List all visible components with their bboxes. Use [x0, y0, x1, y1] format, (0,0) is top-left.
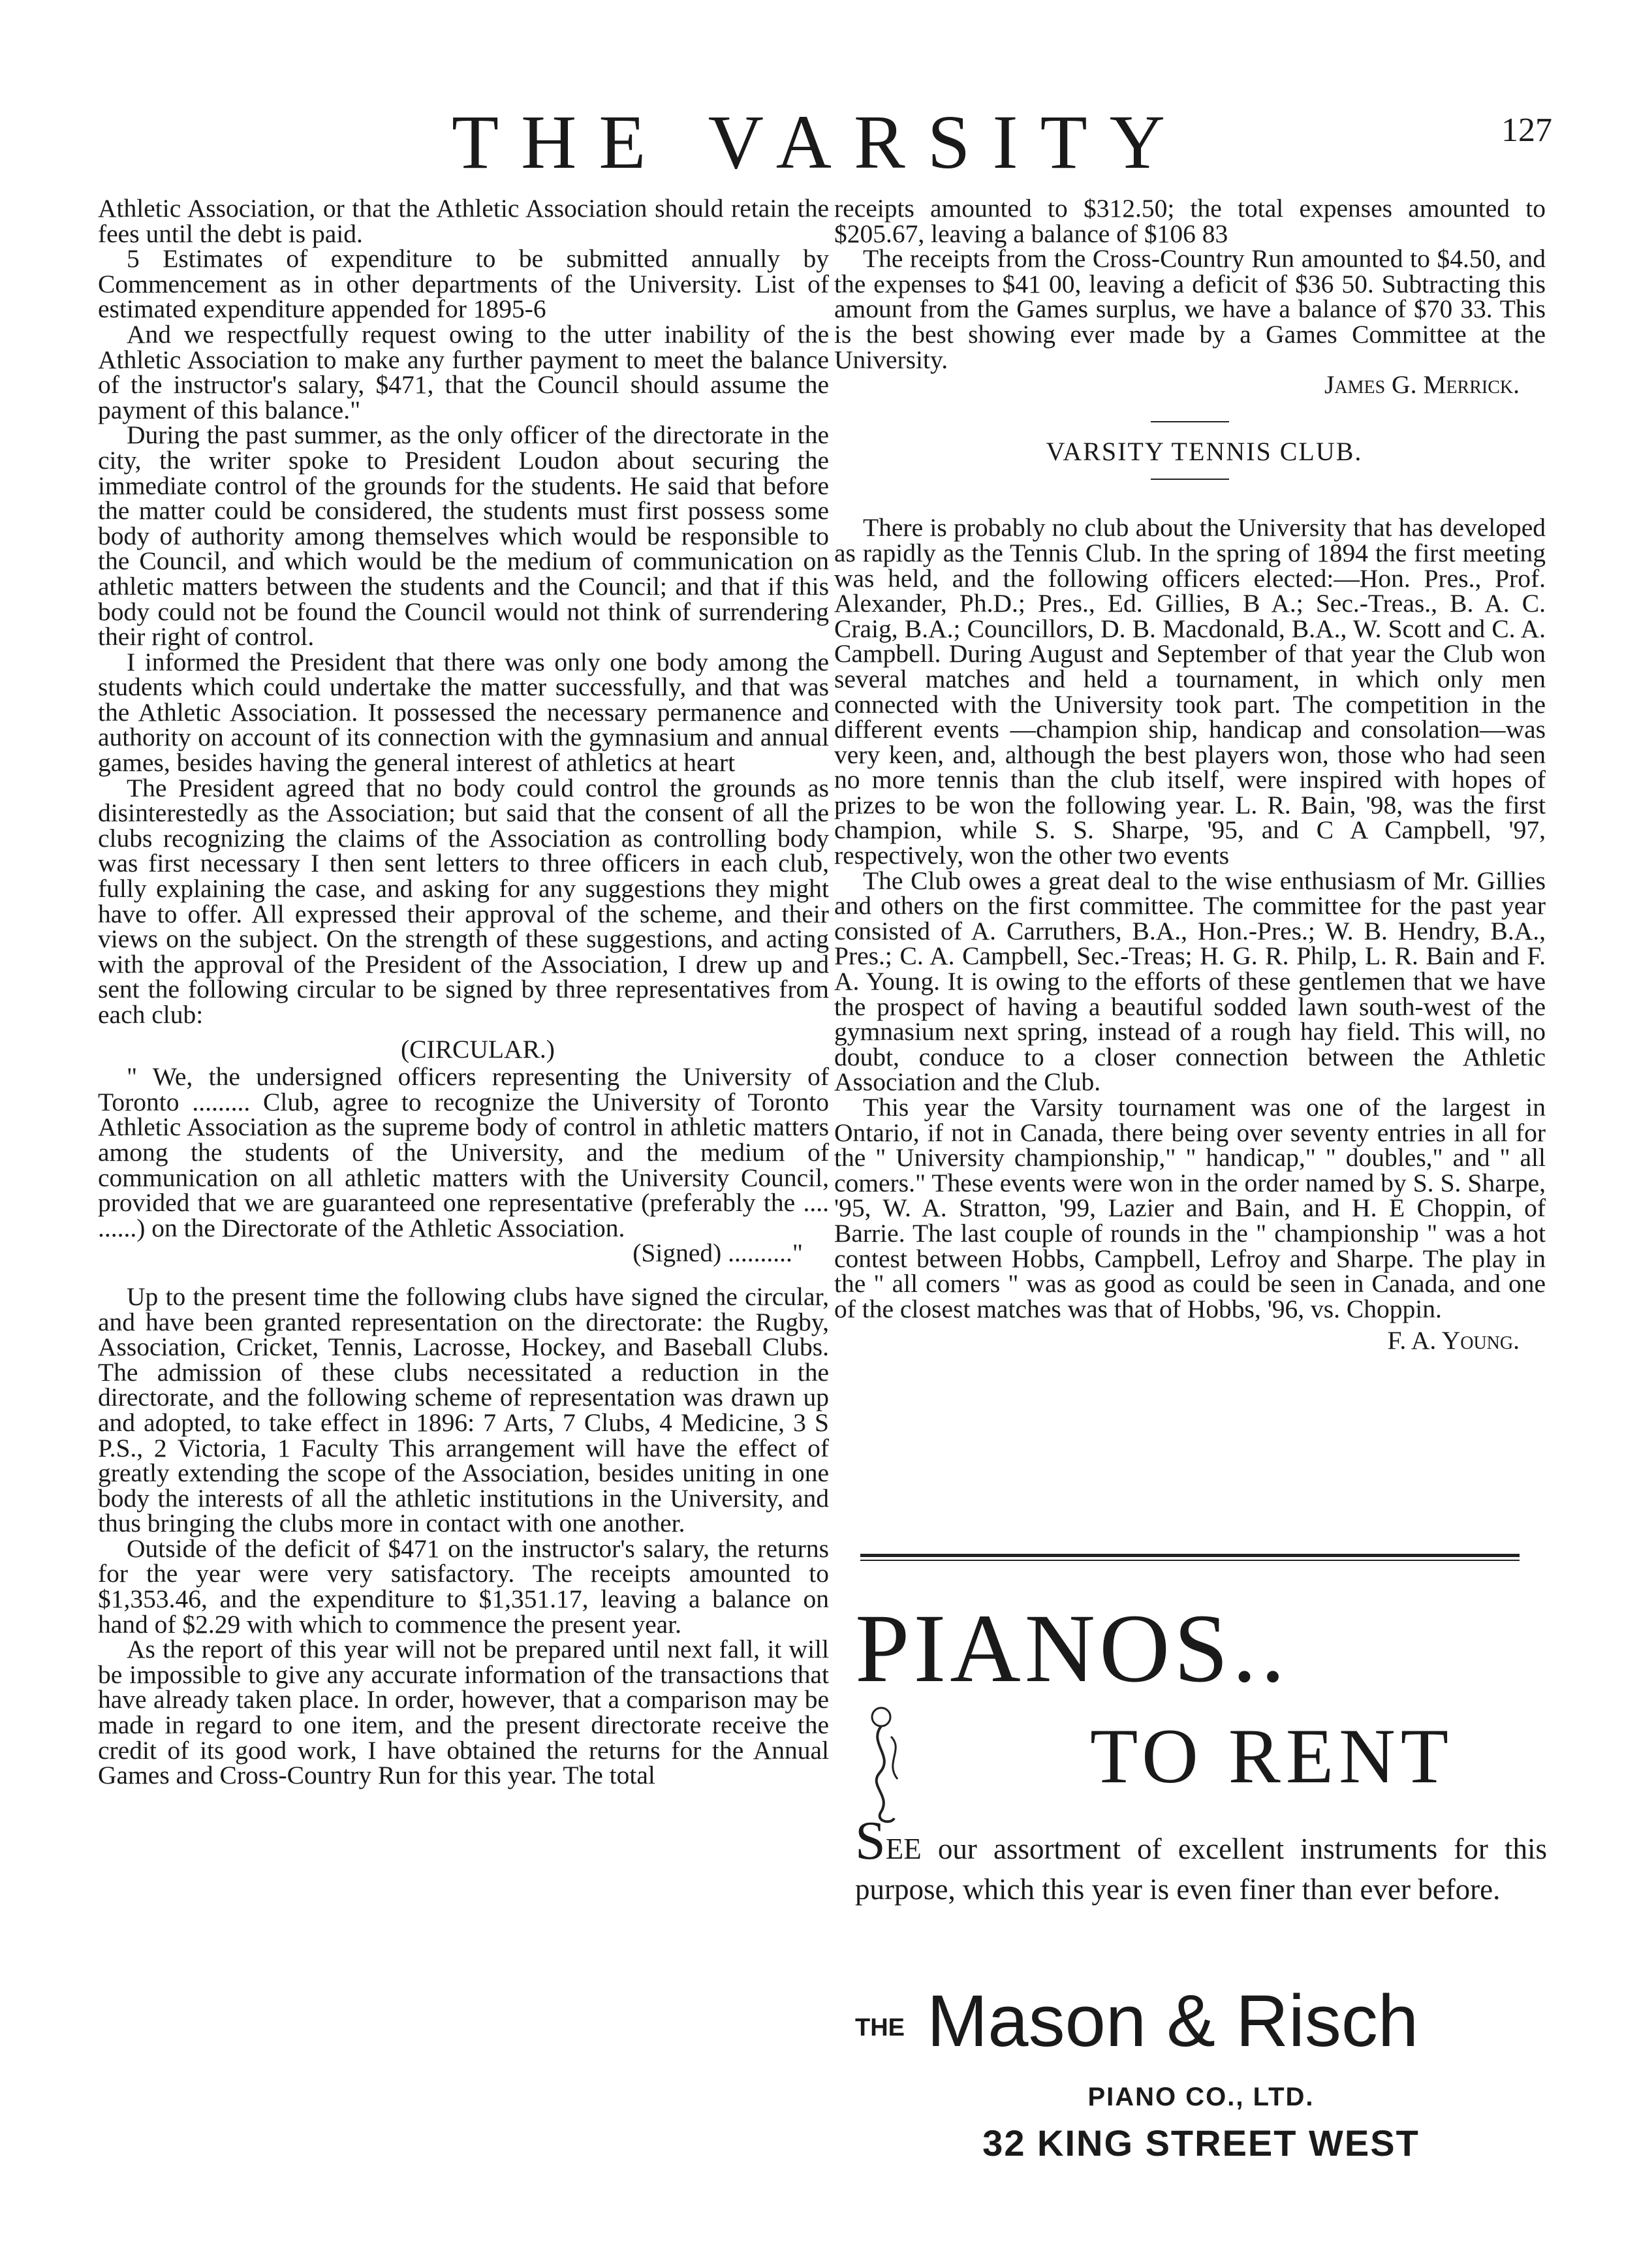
divider: [1151, 421, 1229, 422]
circular-heading: (CIRCULAR.): [401, 1034, 555, 1063]
ad-top-rule: [860, 1554, 1520, 1557]
paragraph: 5 Estimates of expenditure to be submitted annually by Commencement as in other departments of the University. List of estimated expenditure appended for 1895-6: [98, 244, 829, 324]
signature-young: F. A. Young.: [1387, 1326, 1520, 1355]
paragraph: Athletic Association, or that the Athletic Association should retain the fees until the debt is paid.: [98, 194, 829, 248]
ad-body: [855, 1810, 1547, 1910]
paragraph: Outside of the deficit of $471 on the instructor's salary, the returns for the year were very satisfactory. The receipts amounted to $1,353.46, and the expenditure to $1,351.17, leaving a balance on hand of $2.29 with which to commence the present year.: [98, 1534, 829, 1639]
page-number: 127: [1501, 112, 1552, 149]
piano-advertisement: [855, 1580, 1547, 2164]
ad-headline-pianos: PIANOS..: [855, 1594, 1289, 1703]
signature-merrick: James G. Merrick.: [1324, 370, 1520, 400]
ornament-flourish-icon: [855, 1697, 914, 1828]
ad-body-text: EE our assortment of excellent instruments for this purpose, which this year is even finer than ever before.: [855, 1833, 1547, 1906]
paragraph: receipts amounted to $312.50; the total expenses amounted to $205.67, leaving a balance of $106 83: [834, 194, 1546, 248]
left-column: [98, 196, 829, 1788]
paragraph: This year the Varsity tournament was one of the largest in Ontario, if not in Canada, there being over seventy entries in all for the " University championship," " handicap," " doubles," and " all comers." These events were won in the order named by S. S. Sharpe, '95, W. A. Stratton, '99, Lazier and Bain, and H. E Choppin, of Barrie. The last couple of rounds in the " championship " was a hot contest between Hobbs, Campbell, Lefroy and Sharpe. The play in the " all comers " was as good as could be seen in Canada, and one of the closest matches was that of Hobbs, '96, vs. Choppin.: [834, 1093, 1546, 1323]
circular-signed: (Signed) ..........": [632, 1238, 803, 1268]
ad-top-rule-thin: [860, 1560, 1520, 1561]
paragraph: As the report of this year will not be prepared until next fall, it will be impossible to give any accurate information of the transactions that have already taken place. In order, however, that a comparison may be made in regard to one item, and the present directorate receive the credit of its good work, I have obtained the returns for the Annual Games and Cross-Country Run for this year. The total: [98, 1635, 829, 1790]
paragraph: There is probably no club about the University that has developed as rapidly as the Tennis Club. In the spring of 1894 the first meeting was held, and the following officers elected:—Hon. Pres., Prof. Alexander, Ph.D.; Pres., Ed. Gillies, B A.; Sec.-Treas., B. A. C. Craig, B.A.; Councillors, D. B. Macdonald, B.A., W. Scott and C. A. Campbell. During August and September of that year the Club won several matches and held a tournament, in which only men connected with the University took part. The competition in the different events —champion ship, handicap and consolation—was very keen, and, although the best players won, those who had seen no more tennis than the club itself, were inspired with hopes of prizes to be won the following year. L. R. Bain, '98, was the first champion, while S. S. Sharpe, '95, and C A Campbell, '97, respectively, won the other two events: [834, 513, 1546, 870]
ad-address: 32 KING STREET WEST: [982, 2122, 1420, 2164]
section-title: VARSITY TENNIS CLUB.: [1046, 436, 1363, 466]
paragraph: The Club owes a great deal to the wise enthusiasm of Mr. Gillies and others on the first committee. The committee for the past year consisted of A. Carruthers, B.A., Hon.-Pres.; W. B. Hendry, B.A., Pres.; C. A. Campbell, Sec.-Treas; H. G. R. Philp, L. R. Bain and F. A. Young. It is owing to the efforts of these gentlemen that we have the prospect of having a beautiful sodded lawn south-west of the gymnasium next spring, instead of a rough hay field. This will, no doubt, conduce to a closer connection between the Athletic Association and the Club.: [834, 866, 1546, 1097]
ad-headline-to-rent: TO RENT: [1090, 1712, 1454, 1799]
ad-company: PIANO CO., LTD.: [1087, 2083, 1315, 2111]
divider: [1151, 479, 1229, 480]
paragraph: And we respectfully request owing to the utter inability of the Athletic Association to make any further payment to meet the balance of the instructor's salary, $471, that the Council should assume the payment of this balance.": [98, 319, 829, 424]
paragraph: I informed the President that there was only one body among the students which could undertake the matter successfully, and that was the Athletic Association. It possessed the necessary permanence and authority on account of its connection with the gymnasium and annual games, besides having the general interest of athletics at heart: [98, 647, 829, 778]
paragraph: The President agreed that no body could control the grounds as disinterestedly as the Association; but said that the consent of all the clubs recognizing the claims of the Association as controlling body was first necessary I then sent letters to three officers in each club, fully explaining the case, and asking for any suggestions they might have to offer. All expressed their approval of the scheme, and their views on the subject. On the strength of these suggestions, and acting with the approval of the President of the Association, I drew up and sent the following circular to be signed by three representatives from each club:: [98, 773, 829, 1029]
ad-drop-cap: S: [855, 1810, 886, 1871]
ad-brand-name: Mason & Risch: [927, 1980, 1419, 2062]
circular-text: " We, the undersigned officers representing the University of Toronto ......... Club, agree to recognize the University of Toronto Athletic Association as the supreme body of control in athletic matters among the students of the University, and the medium of communication on all athletic matters with the University Council, provided that we are guaranteed one representative (preferably the .... ......) on the Directorate of the Athletic Association.: [98, 1062, 829, 1242]
paragraph: Up to the present time the following clubs have signed the circular, and have been granted representation on the directorate: the Rugby, Association, Cricket, Tennis, Lacrosse, Hockey, and Baseball Clubs. The admission of these clubs necessitated a reduction in the directorate, and the following scheme of representation was drawn up and adopted, to take effect in 1896: 7 Arts, 7 Clubs, 4 Medicine, 3 S P.S., 2 Victoria, 1 Faculty This arrangement will have the effect of greatly extending the scope of the Association, besides uniting in one body the interests of all the athletic institutions in the University, and thus bringing the clubs more in contact with one another.: [98, 1282, 829, 1538]
right-column: [834, 196, 1546, 1353]
ad-the-label: THE: [855, 2014, 905, 2041]
masthead-title: THE VARSITY: [452, 99, 1187, 185]
paragraph: The receipts from the Cross-Country Run amounted to $4.50, and the expenses to $41 00, leaving a deficit of $36 50. Subtracting this amount from the Games surplus, we have a balance of $70 33. This is the best showing ever made by a Games Committee at the University.: [834, 244, 1546, 374]
paragraph: During the past summer, as the only officer of the directorate in the city, the writer spoke to President Loudon about securing the immediate control of the grounds for the students. He said that before the matter could be considered, the students must first possess some body of authority among themselves which would be responsible to the Council, and which would be the medium of communication on athletic matters between the students and the Council; and that if this body could not be found the Council would not think of surrendering their right of control.: [98, 420, 829, 652]
